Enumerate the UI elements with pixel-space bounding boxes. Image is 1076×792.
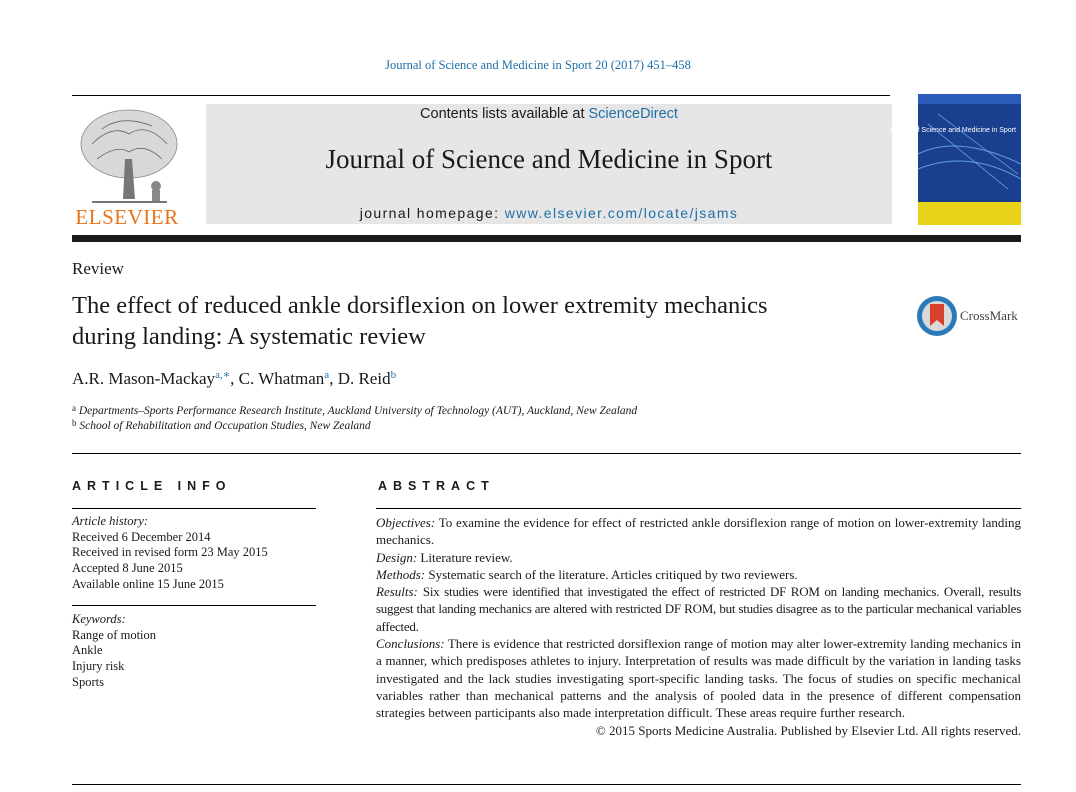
history-item: Received in revised form 23 May 2015	[72, 545, 268, 560]
author-name[interactable]: A.R. Mason-Mackay	[72, 369, 216, 388]
author-separator: ,	[329, 369, 338, 388]
keywords-label: Keywords:	[72, 612, 126, 626]
abstract-text: There is evidence that restricted dorsiflexion range of motion may alter lower-extremity landing mechanics in a manner, which predisposes athletes to injury. Interpretation of results was made difficult by the variation in landing tasks investigated and the lack studies investigating sport-specific landing tasks. The focus of studies on specific mechanical variables rather than mechanical patterns and the analysis of pooled data in the presence of different compensation strategies between participants also made interpretation difficult. These areas require further research.	[376, 636, 1021, 721]
affiliation-b	[72, 418, 371, 432]
affiliation-a	[72, 403, 637, 417]
keyword-item: Sports	[72, 674, 104, 689]
keywords	[72, 612, 156, 691]
abstract-heading: ABSTRACT	[378, 479, 495, 493]
journal-title: Journal of Science and Medicine in Sport	[325, 144, 773, 174]
keyword-item: Ankle	[72, 643, 103, 658]
history-item: Accepted 8 June 2015	[72, 561, 183, 576]
abstract-label: Methods:	[376, 566, 426, 582]
bottom-rule	[72, 784, 1021, 785]
sciencedirect-link[interactable]: ScienceDirect	[588, 106, 678, 122]
abstract-results	[376, 583, 1021, 635]
keywords-rule	[72, 605, 316, 606]
elsevier-wordmark: ELSEVIER	[75, 205, 179, 229]
article-title: The effect of reduced ankle dorsiflexion on lower extremity mechanics during landing: A systematic review	[72, 292, 768, 350]
abstract-label: Conclusions:	[376, 636, 445, 652]
abstract-label: Objectives:	[376, 515, 436, 530]
abstract-text: Six studies were identified that investigated the effect of restricted DF ROM on landing mechanics. Overall, results suggest that landing mechanics are altered with restricted DF ROM, but studies disagree as to the particular mechanical variables affected.	[376, 584, 1021, 634]
section-rule	[72, 453, 1021, 454]
contents-line	[206, 106, 892, 122]
keyword-item: Range of motion	[72, 627, 157, 642]
abstract-conclusions	[376, 635, 1021, 721]
keyword-item: Injury risk	[72, 659, 125, 674]
crossmark-label: CrossMark	[960, 308, 1018, 323]
journal-cover-image[interactable]	[888, 94, 1021, 225]
contents-prefix: Contents lists available at	[420, 106, 589, 122]
author-name[interactable]: C. Whatman	[238, 369, 325, 388]
article-type: Review	[72, 259, 124, 278]
homepage-line	[206, 205, 892, 221]
article-history	[72, 514, 268, 593]
author-list	[72, 368, 396, 389]
journal-banner	[206, 104, 892, 224]
affiliation-text: School of Rehabilitation and Occupation Studies, New Zealand	[79, 420, 371, 432]
article-info-rule	[72, 508, 316, 509]
history-item: Available online 15 June 2015	[72, 576, 224, 591]
affiliation-mark: b	[72, 418, 77, 428]
history-item: Received 6 December 2014	[72, 529, 211, 544]
affiliation-mark: a	[72, 403, 76, 413]
cover-title: Journal of Science and Medicine in Sport	[888, 127, 1016, 134]
abstract-design	[376, 549, 1021, 566]
homepage-link[interactable]: www.elsevier.com/locate/jsams	[504, 205, 739, 221]
abstract-label: Results:	[376, 584, 418, 600]
author-separator: ,	[230, 369, 239, 388]
crossmark-icon	[915, 294, 959, 338]
author-name[interactable]: D. Reid	[337, 369, 391, 388]
abstract-label: Design:	[376, 549, 418, 565]
journal-citation[interactable]: Journal of Science and Medicine in Sport 20 (2017) 451–458	[385, 58, 691, 72]
author-affil-mark[interactable]: b	[390, 369, 397, 381]
abstract-objectives	[376, 514, 1021, 549]
crossmark-badge[interactable]	[915, 294, 1025, 338]
abstract-text: Literature review.	[420, 549, 513, 565]
abstract-methods	[376, 566, 1021, 583]
abstract-text: Systematic search of the literature. Articles critiqued by two reviewers.	[428, 566, 798, 582]
abstract-rule	[376, 508, 1021, 509]
abstract-body	[376, 514, 1021, 739]
affiliation-text: Departments–Sports Performance Research Institute, Auckland University of Technology (AUT), Auckland, New Zealand	[78, 405, 638, 417]
article-info-heading: ARTICLE INFO	[72, 479, 232, 493]
copyright-line: © 2015 Sports Medicine Australia. Published by Elsevier Ltd. All rights reserved.	[595, 722, 1021, 738]
top-rule	[72, 95, 890, 96]
header-bar	[72, 235, 1021, 242]
homepage-prefix: journal homepage:	[359, 205, 505, 221]
history-label: Article history:	[72, 514, 149, 528]
abstract-text: To examine the evidence for effect of restricted ankle dorsiflexion range of motion on lower-extremity landing mechanics.	[376, 515, 1021, 548]
author-affil-mark[interactable]: a,∗	[215, 369, 231, 381]
author-affil-mark[interactable]: a	[324, 369, 330, 381]
